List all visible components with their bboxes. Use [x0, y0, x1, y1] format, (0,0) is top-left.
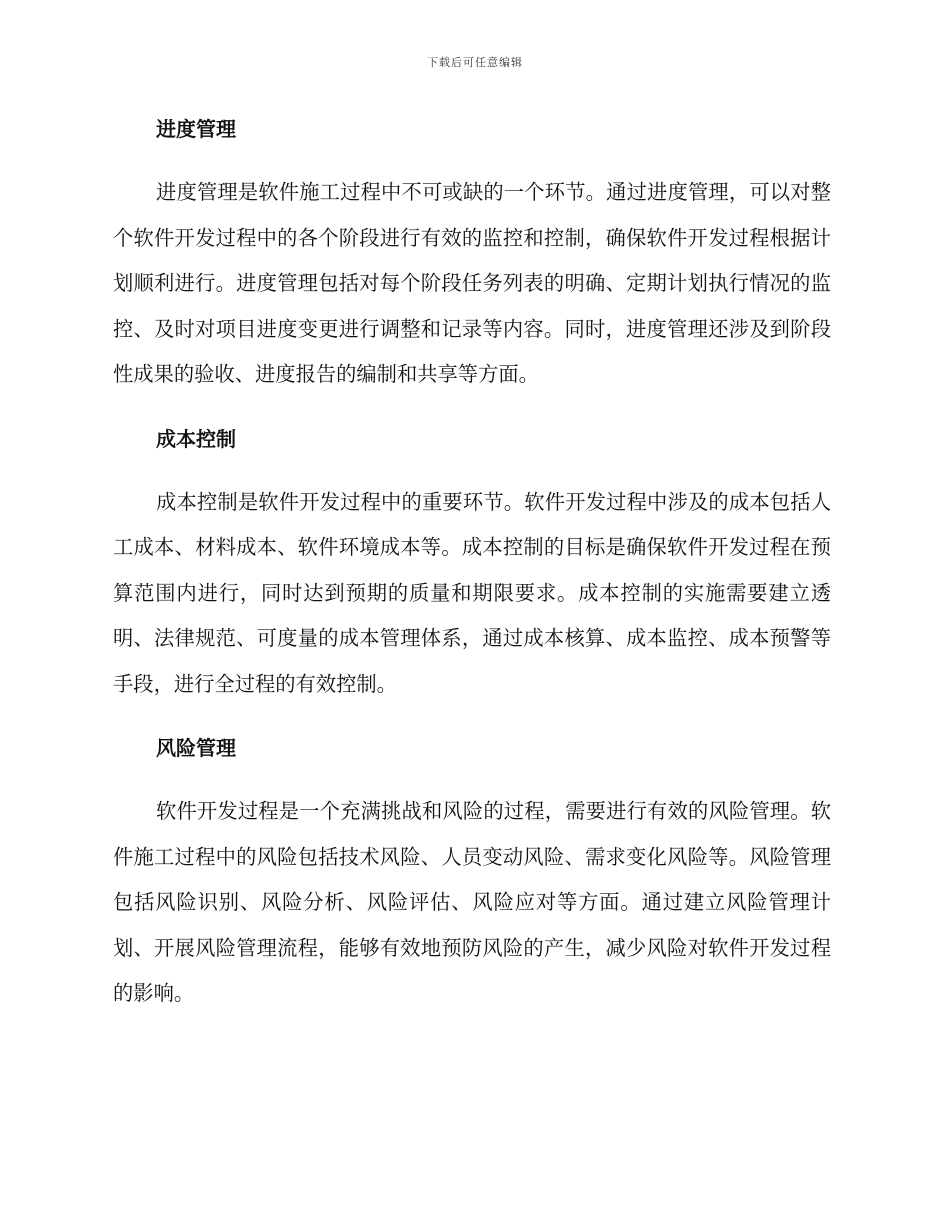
section-heading: 进度管理	[156, 117, 236, 141]
header-note: 下载后可任意编辑	[427, 56, 523, 69]
section-risk-management	[113, 729, 831, 1017]
section-heading: 成本控制	[156, 426, 236, 451]
section-cost-control	[113, 420, 831, 708]
section-progress-management	[113, 110, 831, 398]
section-heading: 风险管理	[156, 736, 236, 760]
section-paragraph: 软件开发过程是一个充满挑战和风险的过程，需要进行有效的风险管理。软件施工过程中的风险包括技术风险、人员变动风险、需求变化风险等。风险管理包括风险识别、风险分析、风险评估、风险应对等方面。通过建立风险管理计划、开展风险管理流程，能够有效地预防风险的产生，减少风险对软件开发过程的影响。	[113, 799, 831, 1005]
section-paragraph: 成本控制是软件开发过程中的重要环节。软件开发过程中涉及的成本包括人工成本、材料成本、软件环境成本等。成本控制的目标是确保软件开发过程在预算范围内进行，同时达到预期的质量和期限要求。成本控制的实施需要建立透明、法律规范、可度量的成本管理体系，通过成本核算、成本监控、成本预警等手段，进行全过程的有效控制。	[113, 489, 831, 696]
document-content	[113, 110, 831, 1039]
section-paragraph: 进度管理是软件施工过程中不可或缺的一个环节。通过进度管理，可以对整个软件开发过程中的各个阶段进行有效的监控和控制，确保软件开发过程根据计划顺利进行。进度管理包括对每个阶段任务列表的明确、定期计划执行情况的监控、及时对项目进度变更进行调整和记录等内容。同时，进度管理还涉及到阶段性成果的验收、进度报告的编制和共享等方面。	[113, 180, 831, 386]
